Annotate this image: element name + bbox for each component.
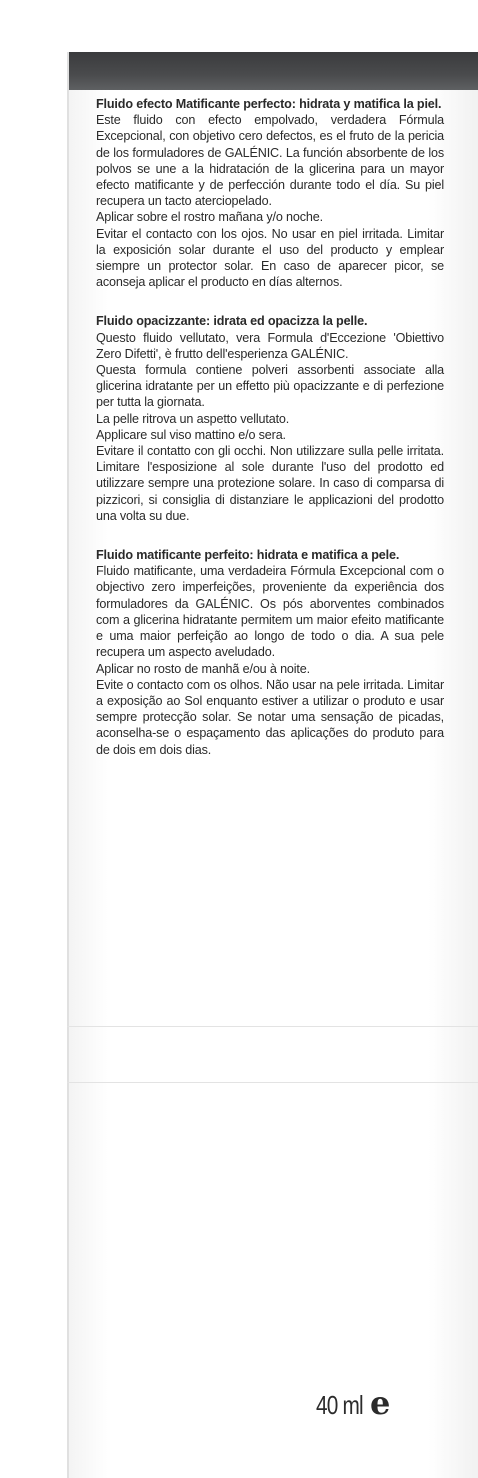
section-title: Fluido matificante perfeito: hidrata e matifica a pele.	[96, 548, 400, 563]
section-body	[96, 330, 444, 524]
paragraph: Fluido matificante, uma verdadeira Fórmula Excepcional com o objectivo zero imperfeições, proveniente da experiência dos formuladores da GALÉNIC. Os pós aborventes combinados com a glicerina hidratante permitem um maior efeito matificante e uma maior perfeição ao longo de todo o dia. A sua pele recupera um aspecto aveludado.	[96, 564, 444, 660]
paragraph: Evitare il contatto con gli occhi. Non utilizzare sulla pelle irritata. Limitare l'esposizione al sole durante l'uso del prodotto ed utilizzare sempre una protezione solare. In caso di comparsa di pizzicori, si consiglia di distanziare le applicazioni del prodotto una volta su due.	[96, 444, 444, 523]
section-italian	[96, 313, 444, 524]
section-body	[96, 563, 444, 757]
volume-label: 40 ml	[316, 1390, 363, 1420]
fold-line	[67, 1082, 478, 1083]
section-spanish	[96, 96, 444, 290]
section-title: Fluido efecto Matificante perfecto: hidrata y matifica la piel.	[96, 97, 442, 111]
panel-edge	[67, 52, 69, 1478]
fold-line	[67, 1026, 478, 1027]
paragraph: Aplicar sobre el rostro mañana y/o noche.	[96, 210, 323, 225]
paragraph: La pelle ritrova un aspetto vellutato.	[96, 411, 290, 426]
volume-mark	[316, 1384, 391, 1424]
paragraph: Applicare sul viso mattino e/o sera.	[96, 427, 286, 442]
dark-top-band	[67, 52, 478, 90]
section-portuguese	[96, 547, 444, 758]
text-column	[96, 96, 444, 781]
section-body	[96, 112, 444, 290]
paragraph: Evitar el contacto con los ojos. No usar en piel irritada. Limitar la exposición solar durante el uso del producto y emplear siempre un protector solar. En caso de aparecer picor, se aconseja aplicar el producto en días alternos.	[96, 226, 444, 290]
galenic-e-logo-icon: e	[370, 1384, 391, 1422]
paragraph: Questa formula contiene polveri assorbenti associate alla glicerina idratante per un effetto più opacizzante e di perfezione per tutta la giornata.	[96, 363, 444, 410]
top-background	[0, 0, 478, 52]
paragraph: Aplicar no rosto de manhã e/ou à noite.	[96, 661, 310, 676]
paragraph: Este fluido con efecto empolvado, verdadera Fórmula Excepcional, con objetivo cero defectos, es el fruto de la pericia de los formuladores de GALÉNIC. La función absorbente de los polvos se une a la hidratación de la glicerina para un mayor efecto matificante y de perfección durante todo el día. Su piel recupera un tacto aterciopelado.	[96, 113, 444, 209]
paragraph: Questo fluido vellutato, vera Formula d'Eccezione 'Obiettivo Zero Difetti', è frutto dell'esperienza GALÉNIC.	[96, 330, 444, 361]
section-title: Fluido opacizzante: idrata ed opacizza la pelle.	[96, 314, 368, 329]
paragraph: Evite o contacto com os olhos. Não usar na pele irritada. Limitar a exposição ao Sol enquanto estiver a utilizar o produto e usar sempre protecção solar. Se notar uma sensação de picadas, aconselha-se o espaçamento das aplicações do produto para de dois em dois dias.	[96, 677, 444, 757]
